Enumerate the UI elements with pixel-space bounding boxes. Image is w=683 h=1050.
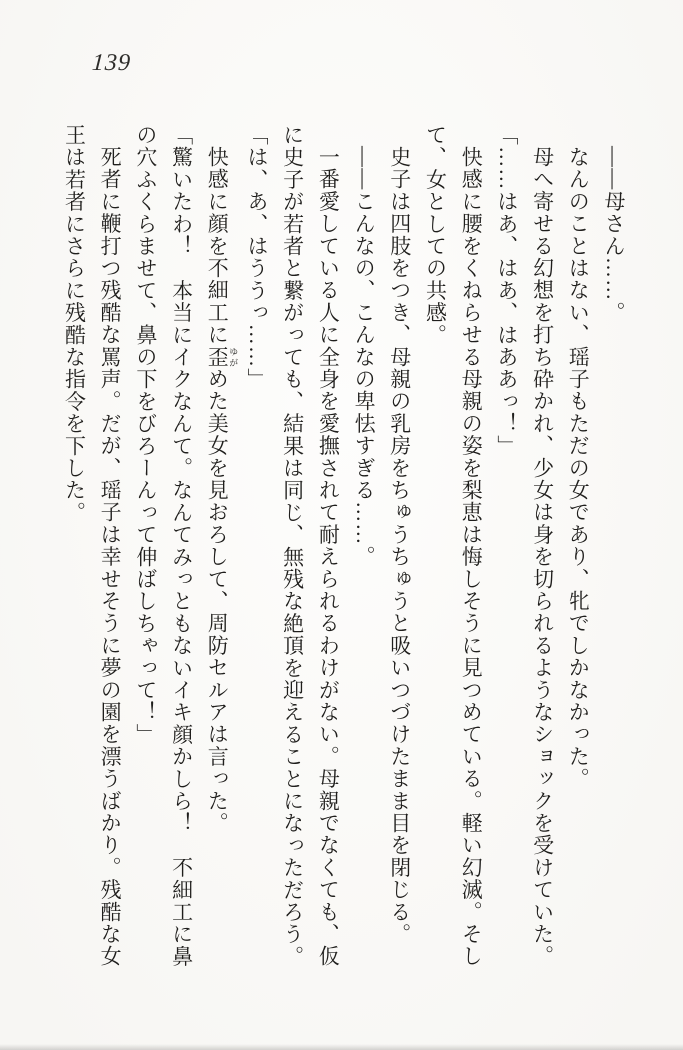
paragraph: 母へ寄せる幻想を打ち砕かれ、少女は身を切られるようなショックを受けていた。: [530, 146, 555, 968]
page-bottom-edge: [0, 1044, 683, 1050]
paragraph: なんのことはない、瑶子もただの女であり、牝でしかなかった。: [566, 146, 591, 790]
paragraph: ――母さん……。: [602, 146, 626, 324]
text-block: [59, 124, 631, 969]
paragraph: ――こんなの、こんなの卑怯すぎる……。: [352, 146, 377, 568]
page-number: 139: [91, 50, 132, 76]
paragraph: 快感に顔を不細工に歪 ゆがめた美女を見おろして、周防セルアは言った。: [205, 146, 239, 835]
ruby-annotated-char: 歪 ゆが: [205, 345, 239, 369]
paragraph: 一番愛している人に全身を愛撫されて耐えられるわけがない。母親でなくても、仮に史子が若者と繋がっても、結果は同じ、無残な絶頂を迎えることになっただろう。: [280, 124, 341, 968]
paragraph: 「は、あ、はううっ……」: [244, 124, 269, 391]
paragraph: 「驚いたわ！ 本当にイクなんて。なんてみっともないイキ顔かしら！ 不細工に鼻の穴ふくらませて、鼻の下をびろーんって伸ばしちゃって！」: [133, 124, 194, 968]
paragraph: 快感に腰をくねらせる母親の姿を梨恵は悔しそうに見つめている。軽い幻滅。そして、女としての共感。: [423, 124, 484, 968]
paragraph: 「……はあ、はあ、はああっ！」: [494, 124, 519, 457]
paragraph: 死者に鞭打つ残酷な罵声。だが、瑶子は幸せそうに夢の園を漂うばかり。残酷な女王は若者にさらに残酷な指令を下した。: [62, 124, 123, 968]
paragraph: 史子は四肢をつき、母親の乳房をちゅうちゅうと吸いつづけたまま目を閉じる。: [387, 146, 412, 946]
